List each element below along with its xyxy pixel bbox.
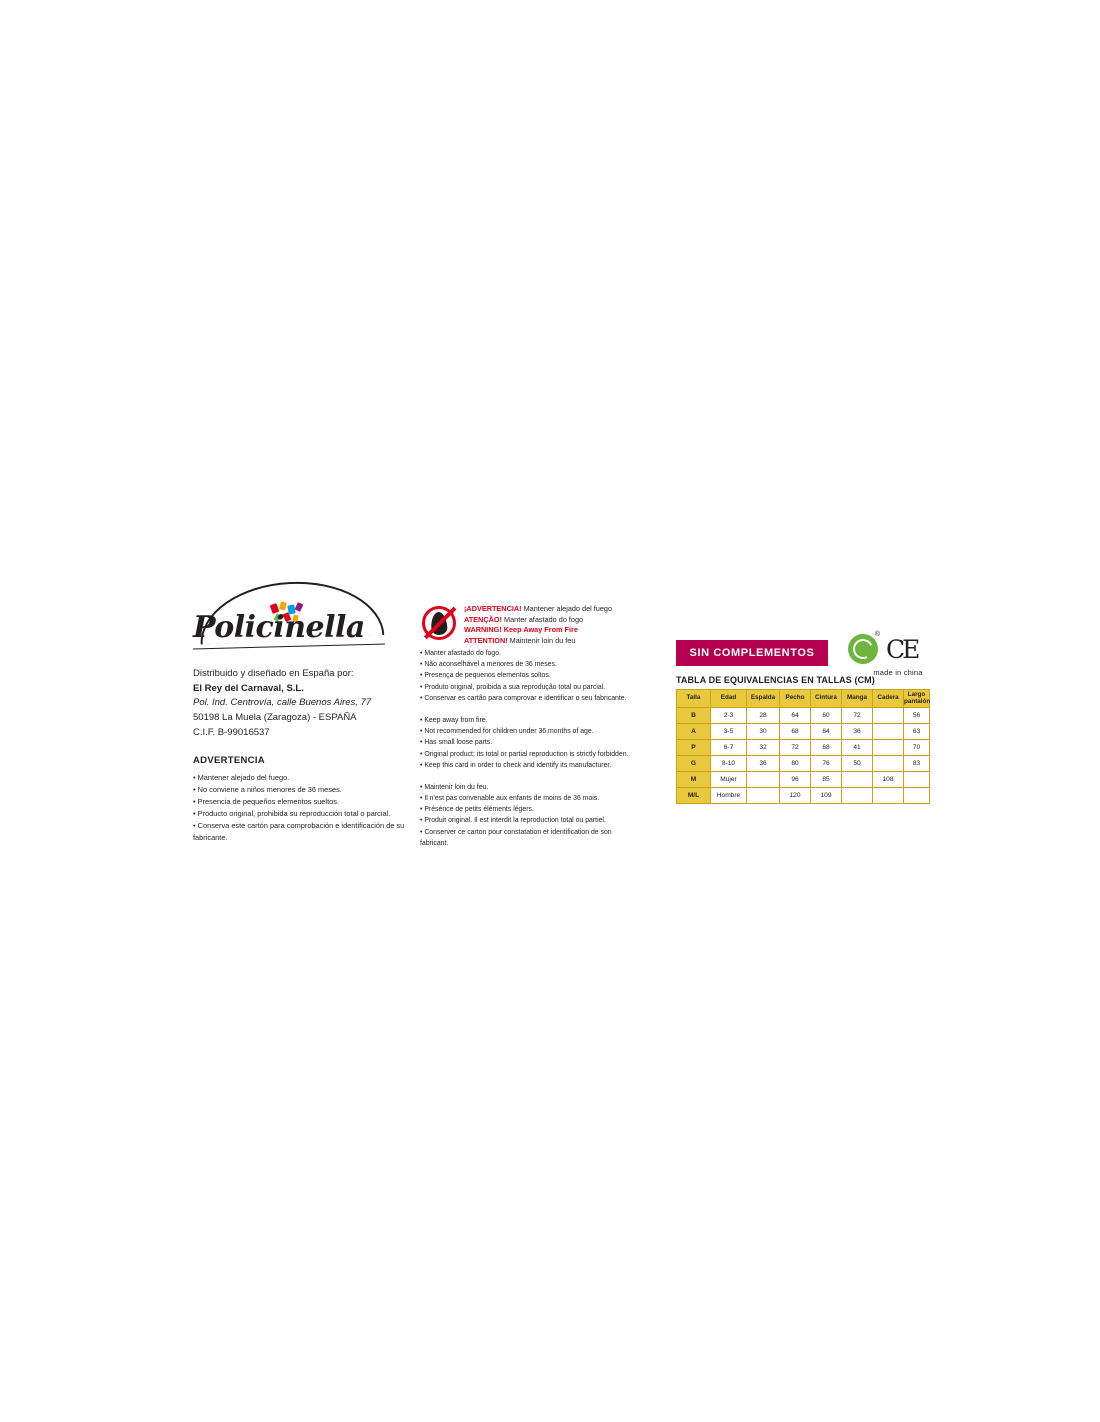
cell-size: M: [677, 772, 711, 788]
green-dot-recycle-icon: [848, 631, 880, 664]
table-header-row: [677, 690, 930, 708]
cell-espalda: 36: [747, 756, 780, 772]
cell-edad: 8-10: [711, 756, 747, 772]
multilingual-warning-block: [420, 604, 640, 860]
table-col-talla: Talla: [677, 690, 711, 708]
warning-bullet-es-0: • Mantener alejado del fuego.: [193, 772, 290, 782]
warning-bullets-fr: [420, 782, 640, 849]
cell-manga: [842, 788, 873, 804]
cell-largo: [904, 788, 930, 804]
table-row: [677, 724, 930, 740]
cell-espalda: 28: [747, 708, 780, 724]
warning-bullet-en-4: • Keep this card in order to check and identify its manufacturer.: [420, 761, 612, 769]
table-col-edad: Edad: [711, 690, 747, 708]
cell-cintura: 76: [811, 756, 842, 772]
warning-bullets-pt: [420, 648, 640, 704]
cell-size: P: [677, 740, 711, 756]
warning-bullet-pt-3: • Produto original, proibida a sua reprodução total ou parcial.: [420, 683, 606, 691]
cell-edad: 3-5: [711, 724, 747, 740]
fire-warning-text-3: Maintenir loin du feu: [507, 635, 576, 645]
cell-espalda: [747, 788, 780, 804]
cell-pecho: 72: [780, 740, 811, 756]
distributor-cif: C.I.F. B-99016537: [193, 726, 270, 738]
cell-espalda: 30: [747, 724, 780, 740]
fire-warning-header: [420, 604, 640, 648]
table-row: [677, 772, 930, 788]
certification-badges: [848, 632, 948, 677]
cell-manga: 50: [842, 756, 873, 772]
cell-size: B: [677, 708, 711, 724]
cell-size: G: [677, 756, 711, 772]
warning-bullets-es: [193, 772, 433, 844]
warning-bullet-es-3: • Producto original, prohibida su reproducción total o parcial.: [193, 808, 391, 818]
table-row: [677, 708, 930, 724]
table-row: [677, 788, 930, 804]
cell-edad: Mujer: [711, 772, 747, 788]
fire-warning-label-2: WARNING!: [464, 625, 502, 635]
cell-largo: 83: [904, 756, 930, 772]
cell-cadera: [873, 708, 904, 724]
fire-warning-text-0: Mantener alejado del fuego: [521, 604, 613, 613]
distributor-company: El Rey del Carnaval, S.L.: [193, 682, 304, 694]
no-fire-icon: [420, 604, 460, 644]
made-in-label: made in china: [873, 668, 923, 677]
cell-largo: 63: [904, 724, 930, 740]
table-col-espalda: Espalda: [747, 690, 780, 708]
cell-espalda: 32: [747, 740, 780, 756]
cell-largo: [904, 772, 930, 788]
cell-pecho: 80: [780, 756, 811, 772]
warning-title-es: ADVERTENCIA: [193, 754, 265, 766]
cell-manga: [842, 772, 873, 788]
table-col-manga: Manga: [842, 690, 873, 708]
distributor-intro: Distribuido y diseñado en España por:: [193, 668, 354, 679]
cell-pecho: 120: [780, 788, 811, 804]
registered-trademark-icon: ®: [874, 631, 880, 638]
cell-pecho: 96: [780, 772, 811, 788]
table-row: [677, 740, 930, 756]
table-col-cadera: Cadera: [873, 690, 904, 708]
cell-edad: Hombre: [711, 788, 747, 804]
warning-bullets-en: [420, 715, 640, 771]
warning-bullet-fr-0: • Maintenir loin du feu.: [420, 783, 489, 791]
size-table-title: TABLA DE EQUIVALENCIAS EN TALLAS (CM): [676, 675, 875, 685]
brand-info-block: [193, 580, 433, 844]
warning-bullet-pt-2: • Presença de pequenos elementos soltos.: [420, 672, 551, 680]
warning-bullet-es-1: • No conviene a niños menores de 36 meses.: [193, 784, 342, 794]
size-equivalence-table: [676, 689, 930, 804]
brand-logo: [193, 580, 393, 655]
cell-pecho: 64: [780, 708, 811, 724]
table-row: [677, 756, 930, 772]
warning-bullet-pt-1: • Não aconselhável a menores de 36 meses.: [420, 661, 557, 669]
cell-cadera: [873, 740, 904, 756]
warning-bullet-es-4: • Conserva este cartón para comprobación e identificación de su fabricante.: [193, 820, 405, 842]
cell-cadera: [873, 788, 904, 804]
warning-bullet-pt-4: • Conservar es cartão para comprovar e identificar o seu fabricante.: [420, 694, 627, 702]
warning-bullet-en-0: • Keep away from fire.: [420, 716, 488, 724]
distributor-address: [193, 667, 433, 741]
warning-bullet-en-2: • Has small loose parts.: [420, 739, 493, 747]
warning-bullet-en-3: • Original product; its total or partial reproduction is strictly forbidden.: [420, 750, 629, 758]
cell-size: M/L: [677, 788, 711, 804]
table-col-largo: Largo pantalón: [904, 690, 930, 708]
table-col-cintura: Cintura: [811, 690, 842, 708]
cell-manga: 41: [842, 740, 873, 756]
fire-warning-label-0: ¡ADVERTENCIA!: [464, 604, 522, 613]
distributor-address-line2: 50198 La Muela (Zaragoza) - ESPAÑA: [193, 712, 357, 724]
warning-bullet-fr-4: • Conserver ce carton pour constatation et identification de son fabricant.: [420, 828, 612, 847]
cell-cintura: 64: [811, 724, 842, 740]
warning-bullet-fr-2: • Présénce de petits éléments légers.: [420, 806, 534, 814]
fire-warning-text-2: Keep Away From Fire: [501, 625, 578, 635]
cell-manga: 36: [842, 724, 873, 740]
fire-warning-label-3: ATTENTION!: [464, 635, 508, 645]
cell-edad: 2-3: [711, 708, 747, 724]
status-badge: SIN COMPLEMENTOS: [676, 640, 828, 666]
fire-warning-text-1: Manter afastado do fogo: [501, 614, 584, 624]
warning-bullet-pt-0: • Manter afastado do fogo.: [420, 650, 501, 657]
distributor-address-line1: Pol. Ind. Centrovía, calle Buenos Aires, 77: [193, 697, 372, 709]
cell-cintura: 68: [811, 740, 842, 756]
cell-cadera: 108: [873, 772, 904, 788]
warning-bullet-es-2: • Presencia de pequeños elementos sueltos.: [193, 796, 339, 806]
fire-warning-label-1: ATENÇÃO!: [464, 614, 502, 624]
warning-bullet-fr-1: • Il n'est pas convenable aux enfants de moins de 36 mois.: [420, 795, 600, 803]
brand-name: Policinella: [193, 610, 365, 645]
cell-edad: 6-7: [711, 740, 747, 756]
cell-largo: 56: [904, 708, 930, 724]
cell-manga: 72: [842, 708, 873, 724]
cell-cintura: 60: [811, 708, 842, 724]
cell-cintura: 109: [811, 788, 842, 804]
cell-cadera: [873, 724, 904, 740]
ce-mark-icon: CE: [886, 634, 918, 664]
warning-bullet-fr-3: • Produit original. Il est interdit la reproduction total ou partiel.: [420, 817, 606, 825]
cell-cintura: 85: [811, 772, 842, 788]
cell-pecho: 68: [780, 724, 811, 740]
fire-warning-lines: [464, 604, 612, 646]
size-chart-block: [676, 631, 946, 804]
cell-espalda: [747, 772, 780, 788]
cell-size: A: [677, 724, 711, 740]
table-col-pecho: Pecho: [780, 690, 811, 708]
warning-bullet-en-1: • Not recommended for children under 36 months of age.: [420, 728, 594, 736]
cell-largo: 70: [904, 740, 930, 756]
cell-cadera: [873, 756, 904, 772]
